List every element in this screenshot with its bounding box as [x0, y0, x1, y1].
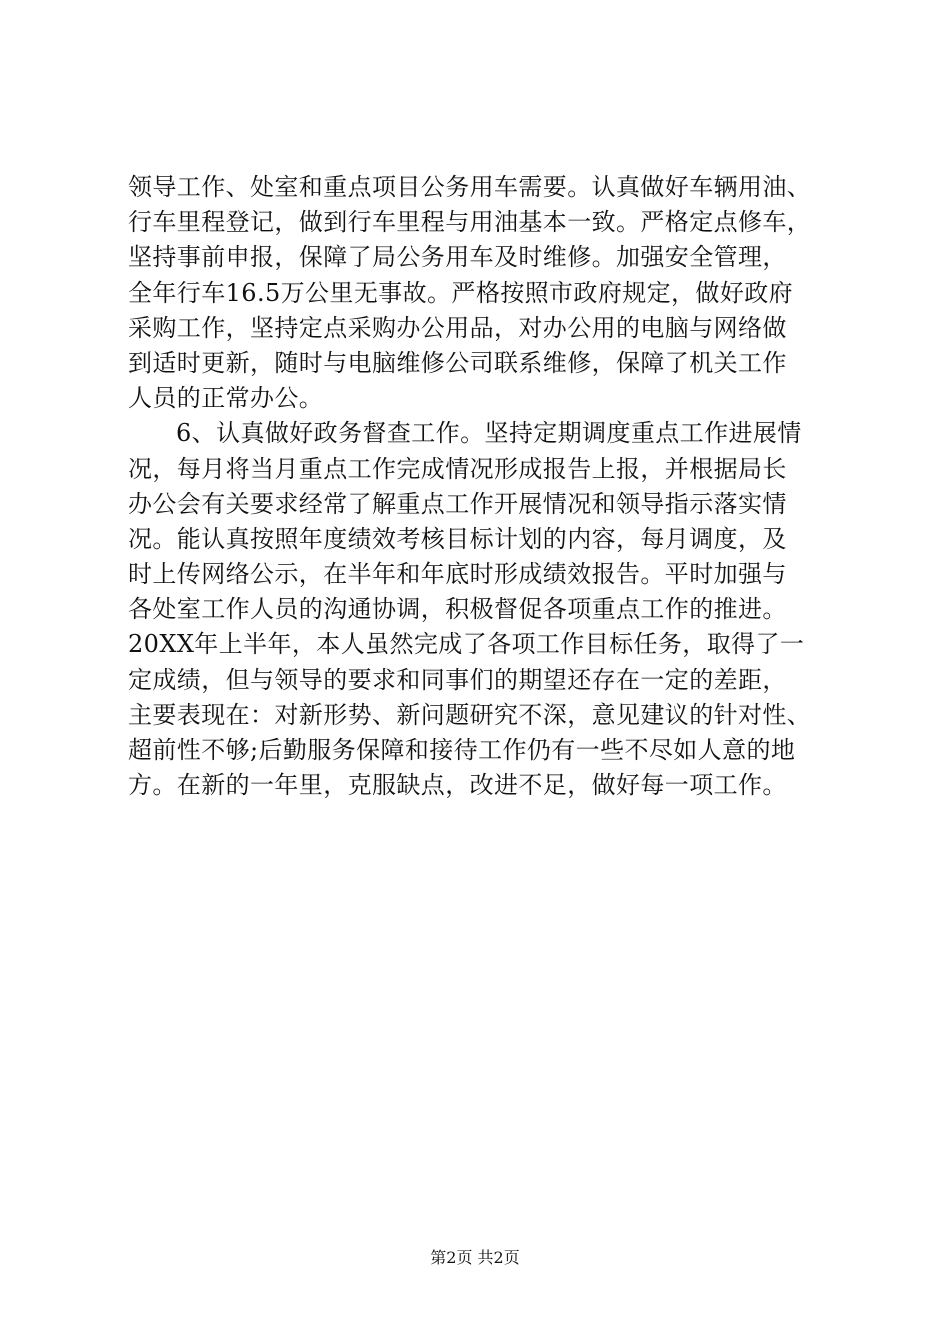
- text-line: 坚持事前申报，保障了局公务用车及时维修。加强安全管理，: [128, 243, 787, 272]
- text-line: 人员的正常办公。: [128, 384, 324, 413]
- text-line: 定成绩，但与领导的要求和同事们的期望还存在一定的差距，: [128, 665, 787, 694]
- text-line: 采购工作，坚持定点采购办公用品，对办公用的电脑与网络做: [128, 313, 787, 342]
- text-line: 方。在新的一年里，克服缺点，改进不足，做好每一项工作。: [128, 771, 787, 800]
- text-line: 时上传网络公示，在半年和年底时形成绩效报告。平时加强与: [128, 560, 787, 589]
- page-footer: [0, 1245, 950, 1268]
- text-line: 20XX年上半年，本人虽然完成了各项工作目标任务，取得了一: [128, 630, 805, 659]
- text-line: 况，每月将当月重点工作完成情况形成报告上报，并根据局长: [128, 454, 787, 483]
- text-line: 全年行车16.5万公里无事故。严格按照市政府规定，做好政府: [128, 278, 794, 307]
- page-number-label: 第2页 共2页: [430, 1248, 520, 1267]
- text-line: 行车里程登记，做到行车里程与用油基本一致。严格定点修车，: [128, 208, 812, 237]
- text-line: 主要表现在：对新形势、新问题研究不深，意见建议的针对性、: [128, 700, 812, 729]
- text-line: 况。能认真按照年度绩效考核目标计划的内容，每月调度，及: [128, 524, 787, 553]
- text-line: 到适时更新，随时与电脑维修公司联系维修，保障了机关工作: [128, 348, 787, 377]
- text-line: 领导工作、处室和重点项目公务用车需要。认真做好车辆用油、: [128, 173, 812, 201]
- text-line: 办公会有关要求经常了解重点工作开展情况和领导指示落实情: [128, 489, 787, 518]
- paragraph-start-line: 6、认真做好政务督查工作。坚持定期调度重点工作进展情: [176, 419, 802, 448]
- text-line: 各处室工作人员的沟通协调，积极督促各项重点工作的推进。: [128, 595, 787, 624]
- text-line: 超前性不够;后勤服务保障和接待工作仍有一些不尽如人意的地: [128, 736, 796, 764]
- body-text: [128, 170, 828, 803]
